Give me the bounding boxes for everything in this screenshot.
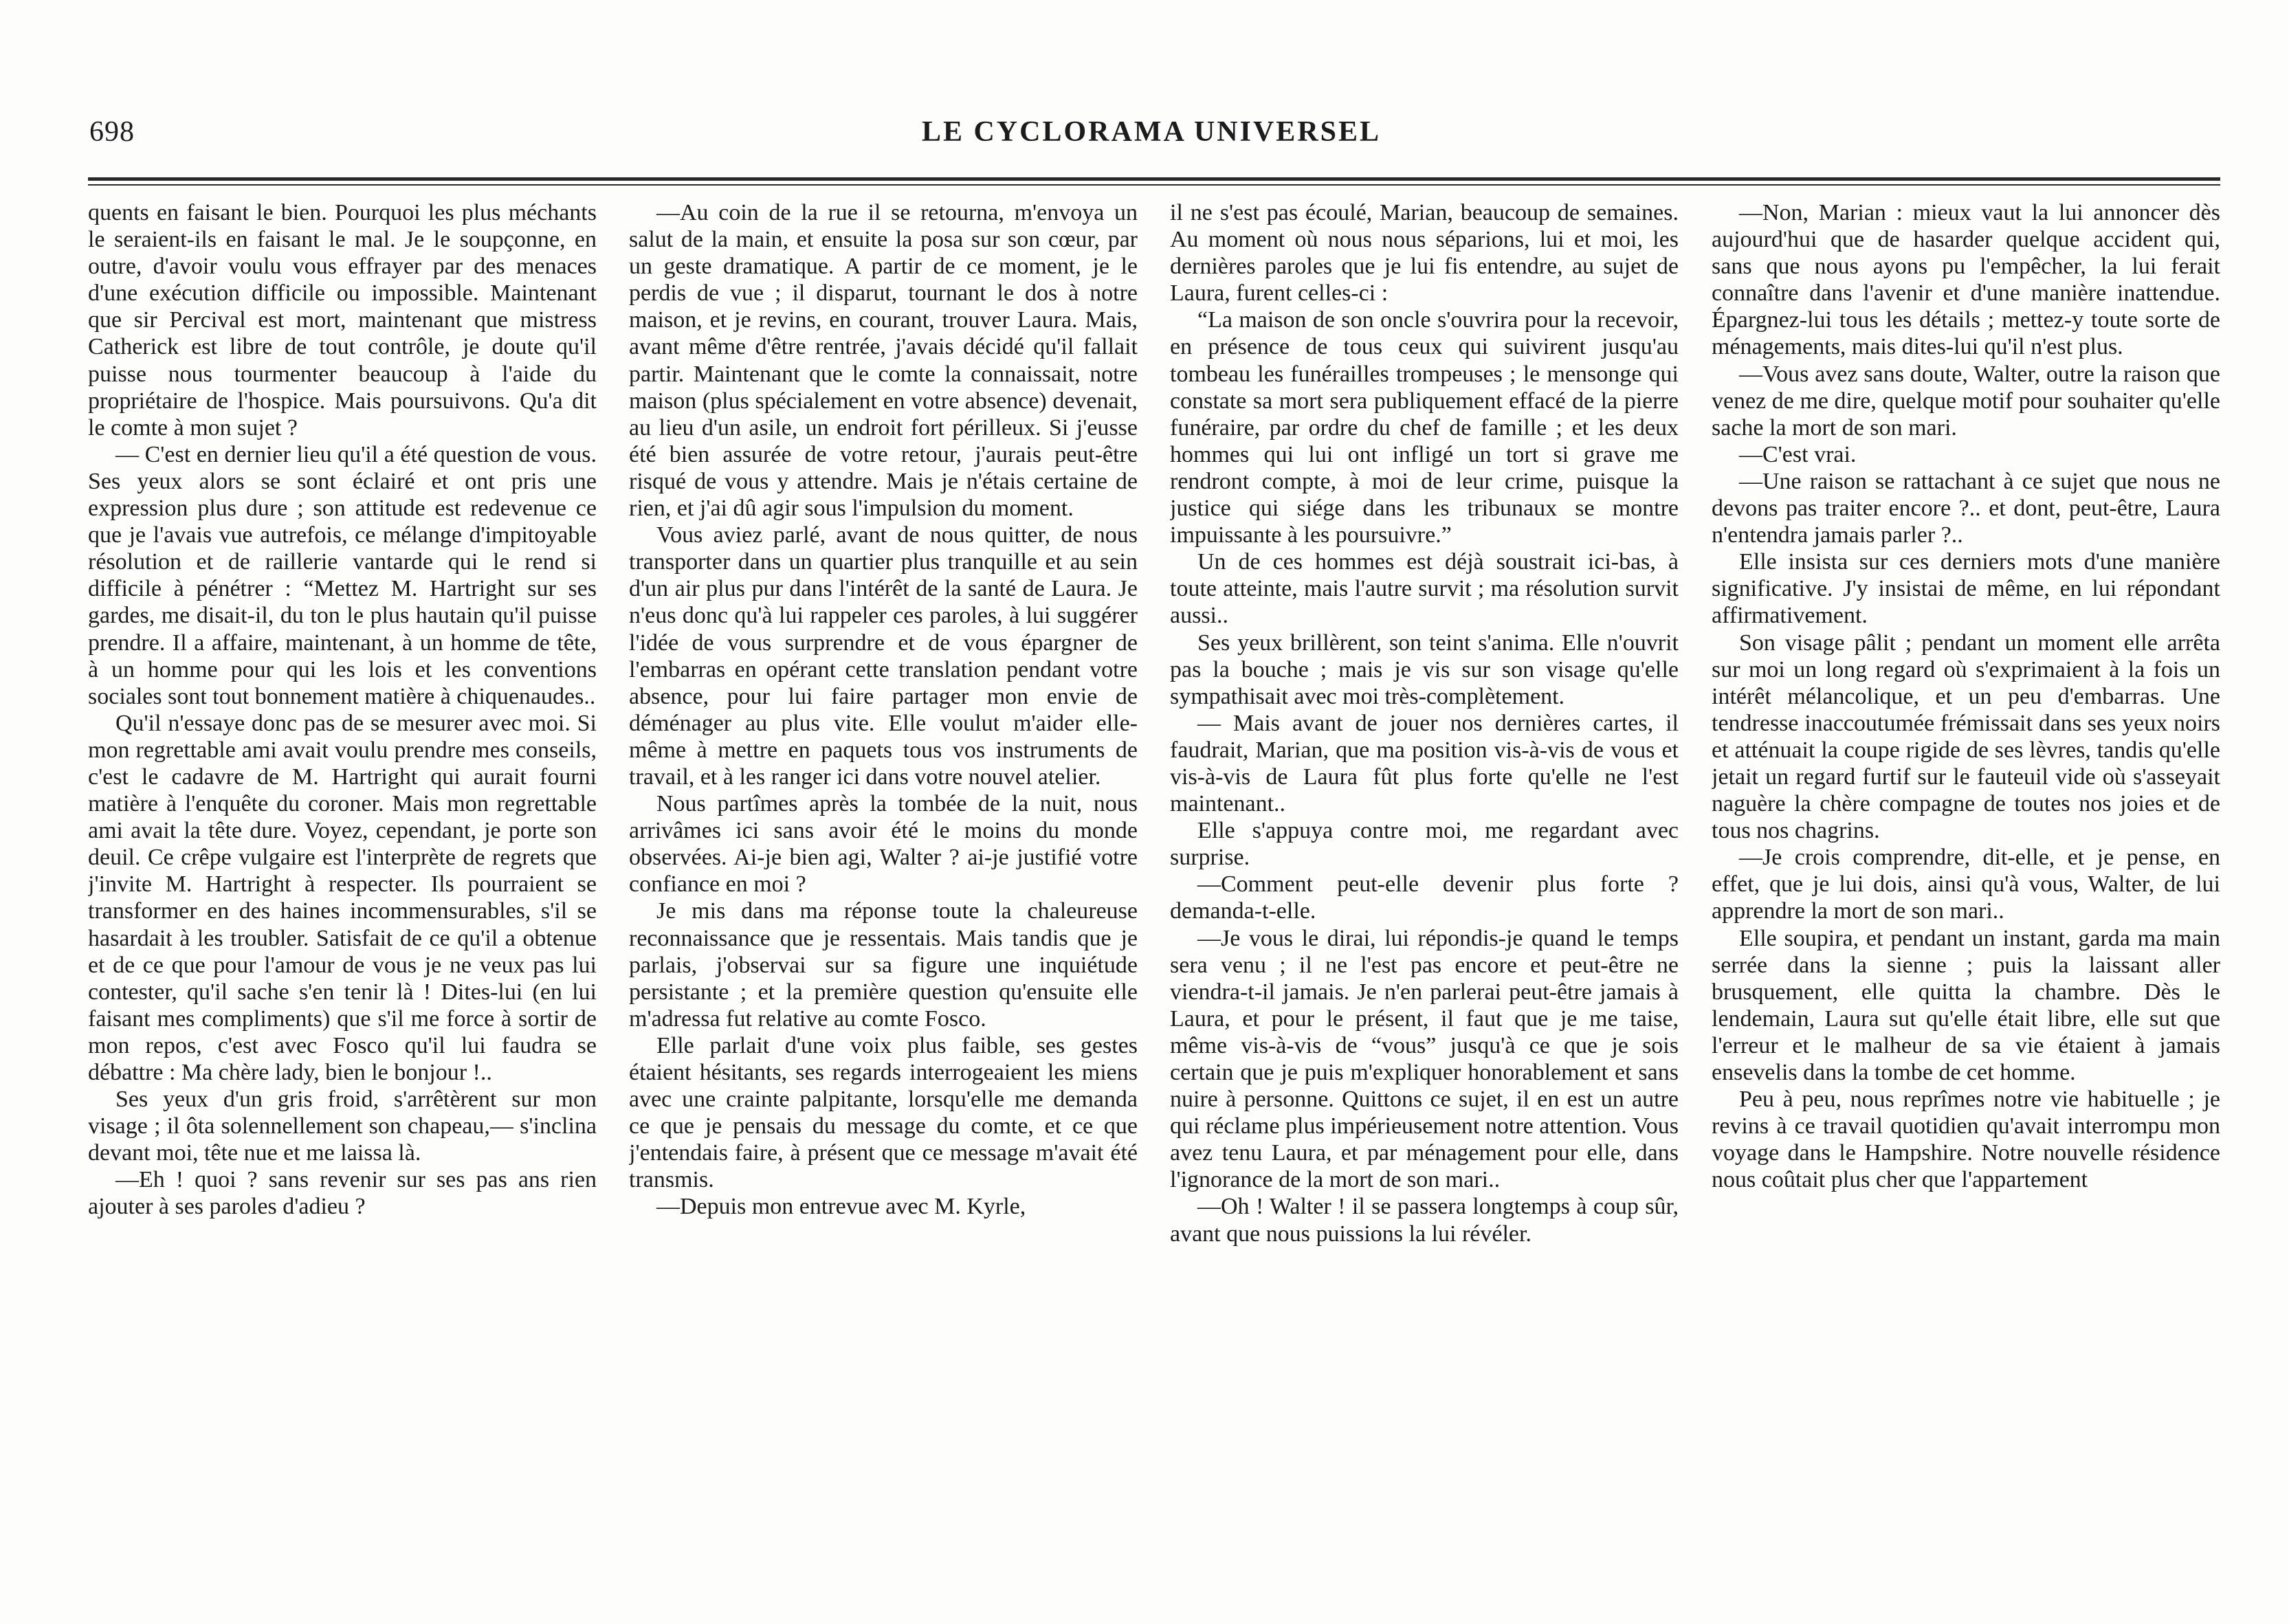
paragraph: — Mais avant de jouer nos dernières cartes, il faudrait, Marian, que ma position vis-à-vis de vous et vis-à-vis de Laura fût plus forte qu'elle ne l'est maintenant.. — [1170, 710, 1679, 817]
paragraph: Elle s'appuya contre moi, me regardant avec surprise. — [1170, 818, 1679, 871]
paragraph: —Je crois comprendre, dit-elle, et je pense, en effet, que je lui dois, ainsi qu'à vous, Walter, de lui apprendre la mort de son mari.. — [1712, 845, 2220, 924]
header-rule-thin — [88, 184, 2220, 186]
paragraph: Vous aviez parlé, avant de nous quitter, de nous transporter dans un quartier plus tranquille et au sein d'un air plus pur dans l'intérêt de la santé de Laura. Je n'eus donc qu'à lui rappeler ces paroles, à lui suggérer l'idée de vous surprendre et de vous épargner de l'embarras en opérant cette translation pendant votre absence, pour lui faire partager mon envie de déménager au plus vite. Elle voulut m'aider elle-même à mettre en paquets tous vos instruments de travail, et à les ranger ici dans votre nouvel atelier. — [629, 522, 1138, 790]
journal-title: LE CYCLORAMA UNIVERSEL — [921, 116, 1382, 148]
header-rule-thick — [88, 177, 2220, 181]
paragraph: Nous partîmes après la tombée de la nuit, nous arrivâmes ici sans avoir été le moins du monde observées. Ai-je bien agi, Walter ? ai-je justifié votre confiance en moi ? — [629, 791, 1138, 898]
text-column-3 — [1170, 199, 1679, 1539]
paragraph: quents en faisant le bien. Pourquoi les plus méchants le seraient-ils en faisant le mal. Je le soupçonne, en outre, d'avoir voulu vous effrayer par des menaces d'une exécution difficile ou impossible. Maintenant que sir Percival est mort, maintenant que mistress Catherick est libre de tout contrôle, je doute qu'il puisse nous tourmenter beaucoup à l'aide du propriétaire de l'hospice. Mais poursuivons. Qu'a dit le comte à mon sujet ? — [88, 200, 597, 441]
paragraph: il ne s'est pas écoulé, Marian, beaucoup de semaines. Au moment où nous nous séparions, lui et moi, les dernières paroles que je lui fis entendre, au sujet de Laura, furent celles-ci : — [1170, 200, 1679, 307]
paragraph: Elle soupira, et pendant un instant, garda ma main serrée dans la sienne ; puis la laissant aller brusquement, elle quitta la chambre. Dès le lendemain, Laura sut qu'elle était libre, elle sut que l'erreur et le malheur de sa vie étaient à jamais ensevelis dans la tombe de cet homme. — [1712, 925, 2220, 1085]
paragraph: —Une raison se rattachant à ce sujet que nous ne devons pas traiter encore ?.. et dont, peut-être, Laura n'entendra jamais parler ?.. — [1712, 468, 2220, 548]
page-header — [89, 115, 2213, 164]
paragraph: —Vous avez sans doute, Walter, outre la raison que venez de me dire, quelque motif pour souhaiter qu'elle sache la mort de son mari. — [1712, 361, 2220, 441]
paragraph: Elle insista sur ces derniers mots d'une manière significative. J'y insistai de même, en lui répondant affirmativement. — [1712, 549, 2220, 629]
paragraph: —Non, Marian : mieux vaut la lui annoncer dès aujourd'hui que de hasarder quelque accident qui, sans que nous ayons pu l'empêcher, la lui ferait connaître dans l'avenir et d'une manière inattendue. Épargnez-lui tous les détails ; mettez-y toute sorte de ménagements, mais dites-lui qu'il n'est plus. — [1712, 200, 2220, 360]
text-column-2 — [629, 199, 1138, 1539]
paragraph: — C'est en dernier lieu qu'il a été question de vous. Ses yeux alors se sont éclairé et ont pris une expression plus dure ; son attitude est redevenue ce que je l'avais vue autrefois, ce mélange d'impitoyable résolution et de raillerie vantarde qui le rend si difficile à pénétrer : “Mettez M. Hartright sur ses gardes, me disait-il, du ton le plus hautain qu'il puisse prendre. Il a affaire, maintenant, à un homme de tête, à un homme pour qui les lois et les conventions sociales sont tout bonnement matière à chiquenaudes.. — [88, 441, 597, 709]
paragraph: —Eh ! quoi ? sans revenir sur ses pas ans rien ajouter à ses paroles d'adieu ? — [88, 1167, 597, 1220]
paragraph: Elle parlait d'une voix plus faible, ses gestes étaient hésitants, ses regards interrogeaient les miens avec une crainte palpitante, lorsqu'elle me demanda ce que je pensais du message du comte, et ce que j'entendais faire, à présent que ce message m'avait été transmis. — [629, 1032, 1138, 1193]
paragraph: —Au coin de la rue il se retourna, m'envoya un salut de la main, et ensuite la posa sur son cœur, par un geste dramatique. A partir de ce moment, je le perdis de vue ; il disparut, tournant le dos à notre maison, et je revins, en courant, trouver Laura. Mais, avant même d'être rentrée, j'avais décidé qu'il fallait partir. Maintenant que le comte la connaissait, notre maison (plus spécialement en votre absence) devenait, au lieu d'un asile, un endroit fort périlleux. Si j'eusse été bien assurée de votre retour, j'aurais peut-être risqué de vous y attendre. Mais je n'étais certaine de rien, et j'ai dû agir sous l'impulsion du moment. — [629, 200, 1138, 522]
paragraph: —Oh ! Walter ! il se passera longtemps à coup sûr, avant que nous puissions la lui révéler. — [1170, 1194, 1679, 1247]
paragraph: —Comment peut-elle devenir plus forte ? demanda-t-elle. — [1170, 871, 1679, 924]
paragraph: “La maison de son oncle s'ouvrira pour la recevoir, en présence de tous ceux qui suivirent jusqu'au tombeau les funérailles trompeuses ; le mensonge qui constate sa mort sera publiquement effacé de la pierre funéraire, par ordre du chef de famille ; et les deux hommes qui lui ont infligé un tort si grave me rendront compte, à moi de leur crime, puisque la justice qui siége dans les tribunaux se montre impuissante à les poursuivre.” — [1170, 307, 1679, 548]
paragraph: Son visage pâlit ; pendant un moment elle arrêta sur moi un long regard où s'exprimaient à la fois un intérêt mélancolique, et un peu d'embarras. Une tendresse inaccoutumée frémissait dans ses yeux noirs et atténuait la coupe rigide de ses lèvres, tandis qu'elle jetait un regard furtif sur le fauteuil vide où s'asseyait naguère la chère compagne de toutes nos joies et de tous nos chagrins. — [1712, 630, 2220, 844]
page-number: 698 — [89, 116, 135, 148]
paragraph: Peu à peu, nous reprîmes notre vie habituelle ; je revins à ce travail quotidien qu'avait interrompu mon voyage dans le Hampshire. Notre nouvelle résidence nous coûtait plus cher que l'appartement — [1712, 1087, 2220, 1193]
text-columns — [88, 199, 2220, 1539]
paragraph: Ses yeux brillèrent, son teint s'anima. Elle n'ouvrit pas la bouche ; mais je vis sur son visage qu'elle sympathisait avec moi très-complètement. — [1170, 630, 1679, 709]
text-column-1 — [88, 199, 597, 1539]
paragraph: —Depuis mon entrevue avec M. Kyrle, — [656, 1194, 1026, 1220]
paragraph: —C'est vrai. — [1739, 441, 1857, 467]
paragraph: Qu'il n'essaye donc pas de se mesurer avec moi. Si mon regrettable ami avait voulu prendre mes conseils, c'est le cadavre de M. Hartright qui aurait fourni matière à l'enquête du coroner. Mais mon regrettable ami avait la tête dure. Voyez, cependant, je porte son deuil. Ce crêpe vulgaire est l'interprète de regrets que j'invite M. Hartright à respecter. Ils pourraient se transformer en des haines incommensurables, s'il se hasardait à les troubler. Satisfait de ce qu'il a obtenue et de ce que pour l'amour de vous je ne veux pas lui contester, qu'il sache s'en tenir là ! Dites-lui (en lui faisant mes compliments) que s'il me force à sortir de mon repos, c'est avec Fosco qu'il lui faudra se débattre : Ma chère lady, bien le bonjour !.. — [88, 710, 597, 1085]
text-column-4 — [1712, 199, 2220, 1539]
paragraph: Ses yeux d'un gris froid, s'arrêtèrent sur mon visage ; il ôta solennellement son chapeau,— s'inclina devant moi, tête nue et me laissa là. — [88, 1087, 597, 1166]
paragraph: Je mis dans ma réponse toute la chaleureuse reconnaissance que je ressentais. Mais tandis que je parlais, j'observai sur sa figure une inquiétude persistante ; et la première question qu'ensuite elle m'adressa fut relative au comte Fosco. — [629, 898, 1138, 1032]
paragraph: —Je vous le dirai, lui répondis-je quand le temps sera venu ; il ne l'est pas encore et peut-être ne viendra-t-il jamais. Je n'en parlerai peut-être jamais à Laura, et pour le présent, il faut que je me taise, même vis-à-vis de “vous” jusqu'à ce que je sois certain que je puis m'expliquer honorablement et sans nuire à personne. Quittons ce sujet, il en est un autre qui réclame plus impérieusement notre attention. Vous avez tenu Laura, et par ménagement pour elle, dans l'ignorance de la mort de son mari.. — [1170, 925, 1679, 1193]
paragraph: Un de ces hommes est déjà soustrait ici-bas, à toute atteinte, mais l'autre survit ; ma résolution survit aussi.. — [1170, 549, 1679, 629]
